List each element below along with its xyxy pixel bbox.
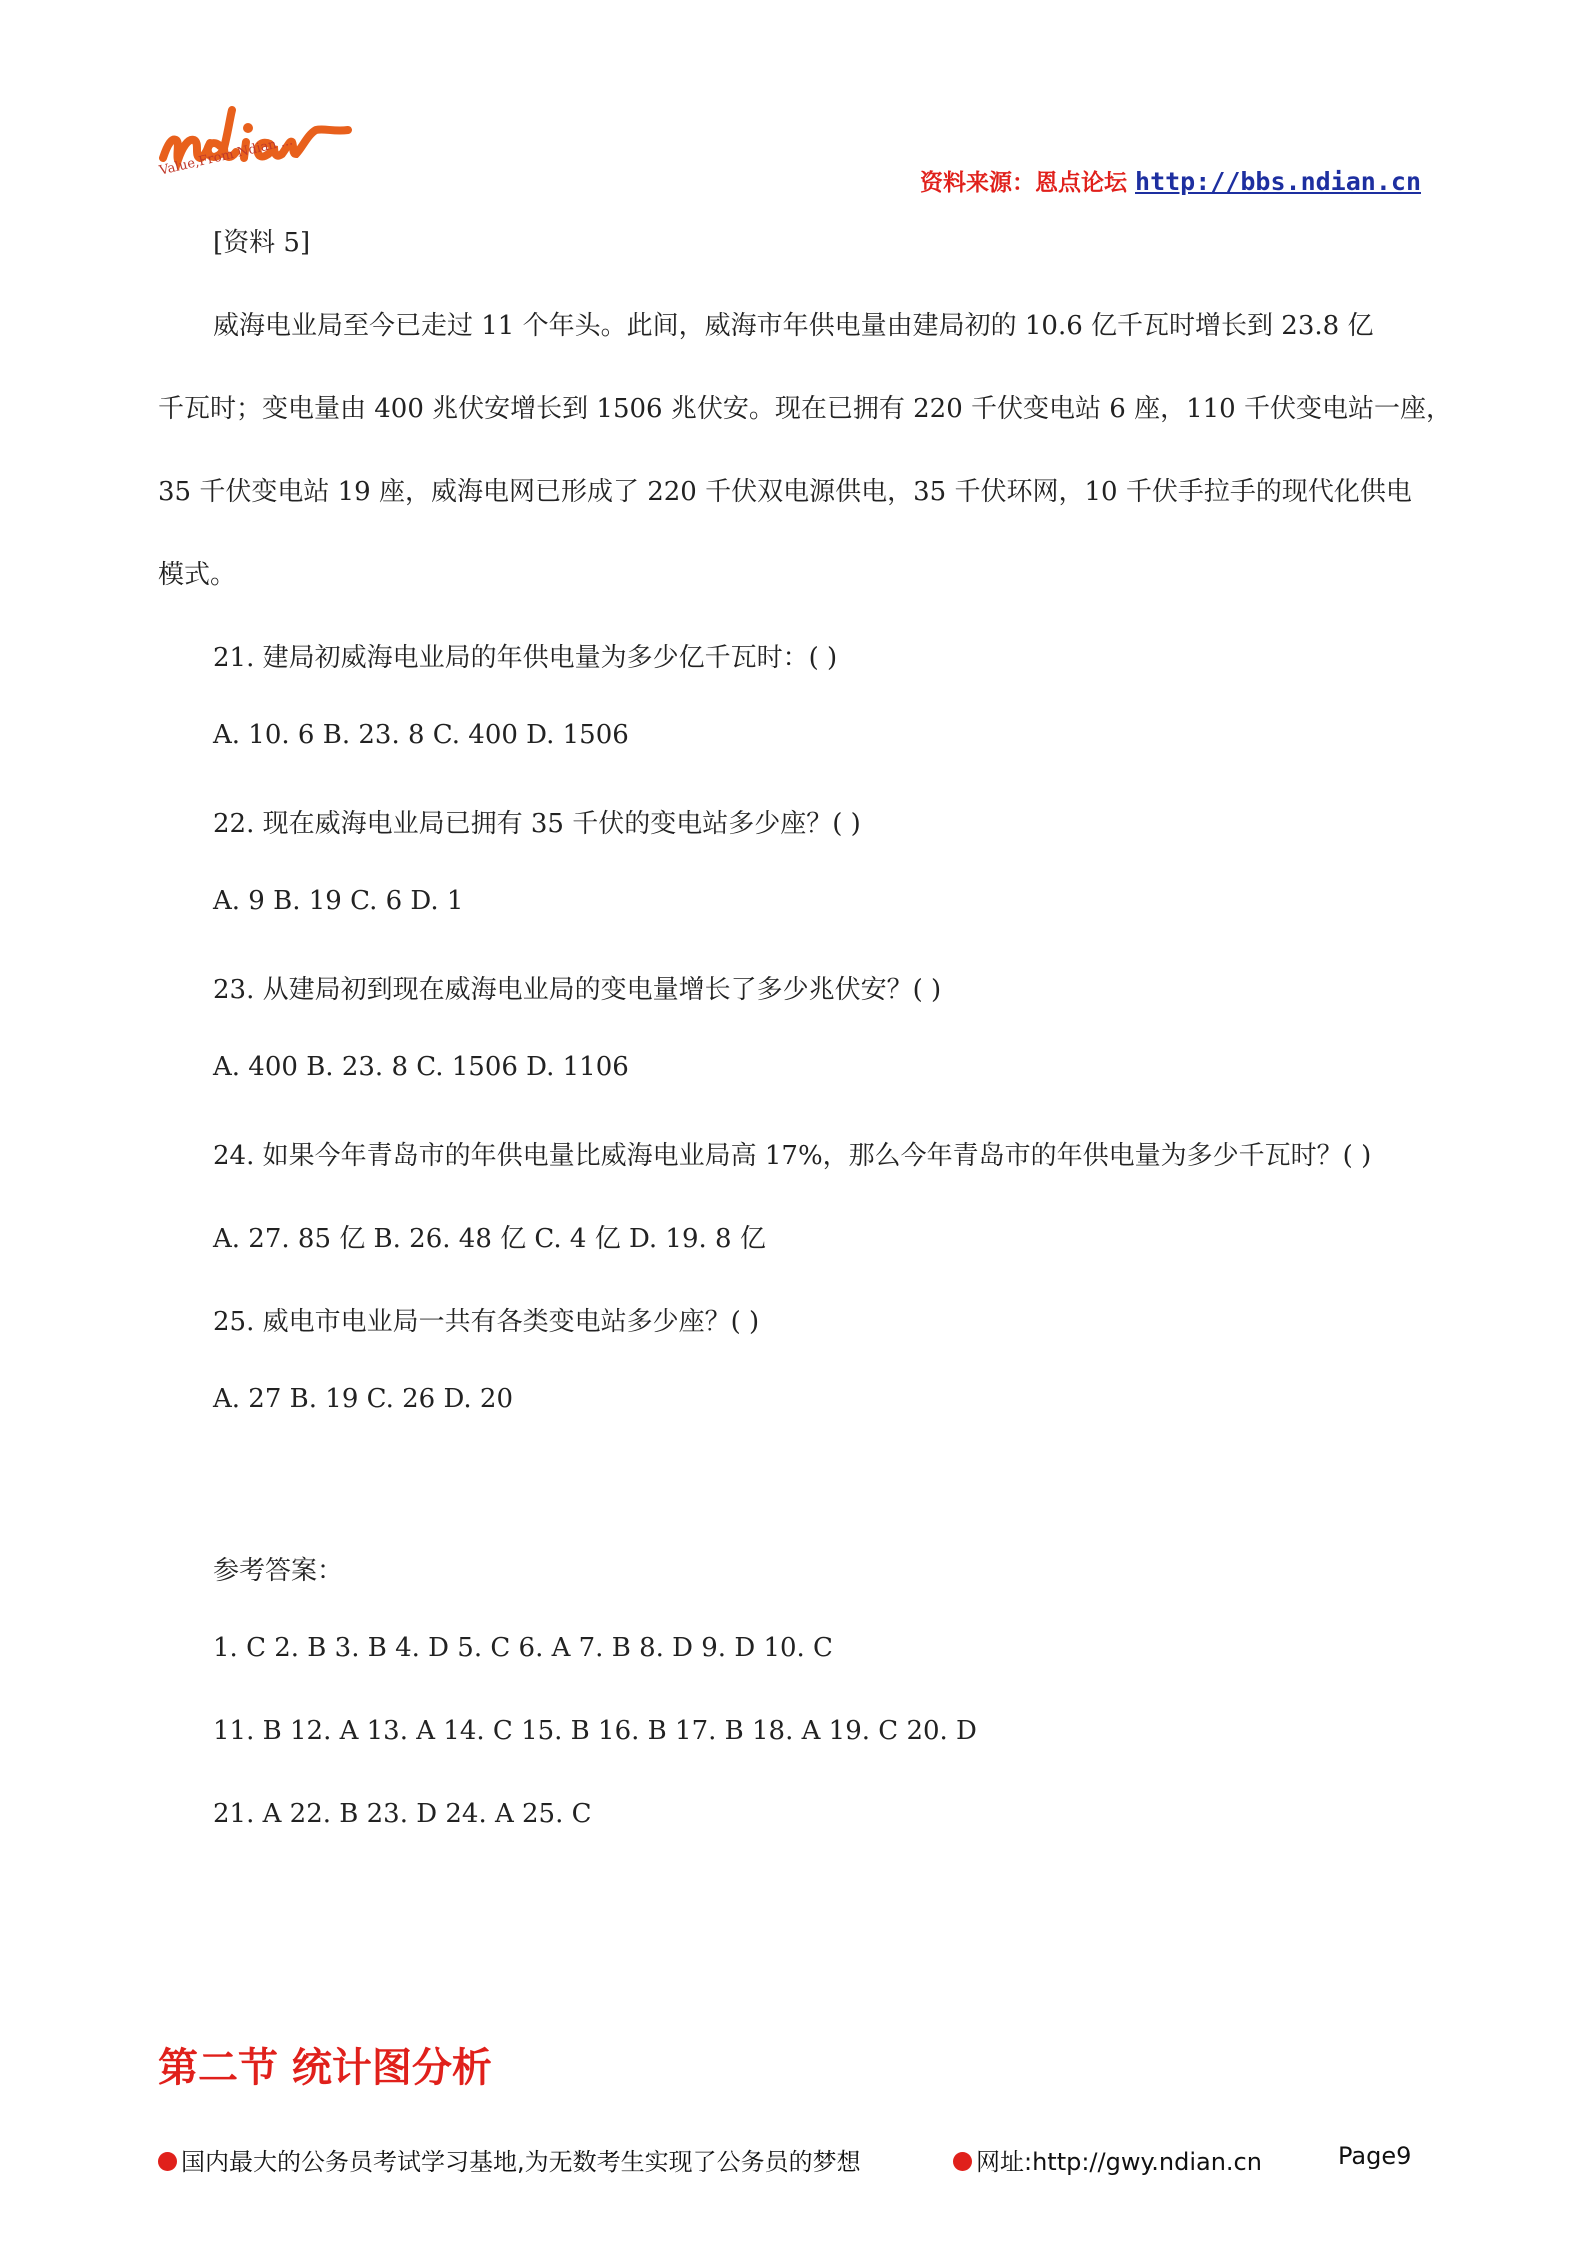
question-23-options: A. 400 B. 23. 8 C. 1506 D. 1106 bbox=[213, 1052, 629, 1082]
page-number: Page9 bbox=[1338, 2142, 1412, 2170]
page-footer bbox=[158, 2142, 1448, 2182]
question-21-options: A. 10. 6 B. 23. 8 C. 400 D. 1506 bbox=[213, 720, 629, 750]
footer-slogan: 国内最大的公务员考试学习基地,为无数考生实现了公务员的梦想 bbox=[181, 2148, 861, 2176]
answers-label: 参考答案： bbox=[213, 1556, 344, 1586]
question-24: 24. 如果今年青岛市的年供电量比威海电业局高 17%，那么今年青岛市的年供电量为多少千瓦时？( ) bbox=[213, 1141, 1372, 1171]
logo-tagline: Value,From Ndian ... bbox=[158, 133, 295, 179]
question-22-options: A. 9 B. 19 C. 6 D. 1 bbox=[213, 886, 464, 916]
answers-line: 1. C 2. B 3. B 4. D 5. C 6. A 7. B 8. D 9. D 10. C bbox=[213, 1633, 833, 1663]
paragraph-line: 35 千伏变电站 19 座，威海电网已形成了 220 千伏双电源供电，35 千伏环网，10 千伏手拉手的现代化供电 bbox=[158, 477, 1412, 507]
source-credit bbox=[920, 164, 1421, 197]
paragraph-line: 威海电业局至今已走过 11 个年头。此间，威海市年供电量由建局初的 10.6 亿千瓦时增长到 23.8 亿 bbox=[213, 311, 1374, 341]
question-23: 23. 从建局初到现在威海电业局的变电量增长了多少兆伏安？( ) bbox=[213, 975, 942, 1005]
red-dot-bullet-icon bbox=[158, 2152, 177, 2171]
material-label: [资料 5] bbox=[213, 228, 311, 258]
paragraph-line: 千瓦时；变电量由 400 兆伏安增长到 1506 兆伏安。现在已拥有 220 千伏变电站 6 座，110 千伏变电站一座， bbox=[158, 394, 1452, 424]
answers-line: 11. B 12. A 13. A 14. C 15. B 16. B 17. B 18. A 19. C 20. D bbox=[213, 1716, 977, 1746]
question-21: 21. 建局初威海电业局的年供电量为多少亿千瓦时：( ) bbox=[213, 643, 838, 673]
answers-line: 21. A 22. B 23. D 24. A 25. C bbox=[213, 1799, 592, 1829]
footer-slogan-wrap bbox=[158, 2142, 861, 2177]
footer-site-wrap bbox=[953, 2142, 1262, 2177]
question-25-options: A. 27 B. 19 C. 26 D. 20 bbox=[213, 1384, 514, 1414]
source-label: 资料来源：恩点论坛 bbox=[920, 169, 1136, 196]
paragraph-line: 模式。 bbox=[158, 560, 237, 590]
question-25: 25. 威电市电业局一共有各类变电站多少座？( ) bbox=[213, 1307, 760, 1337]
footer-site-link[interactable]: 网址:http://gwy.ndian.cn bbox=[976, 2148, 1262, 2176]
red-dot-bullet-icon bbox=[953, 2152, 972, 2171]
source-link[interactable]: http://bbs.ndian.cn bbox=[1135, 167, 1421, 196]
question-22: 22. 现在威海电业局已拥有 35 千伏的变电站多少座？( ) bbox=[213, 809, 861, 839]
question-24-options: A. 27. 85 亿 B. 26. 48 亿 C. 4 亿 D. 19. 8 亿 bbox=[213, 1224, 766, 1254]
section-heading: 第二节 统计图分析 bbox=[158, 2045, 492, 2091]
